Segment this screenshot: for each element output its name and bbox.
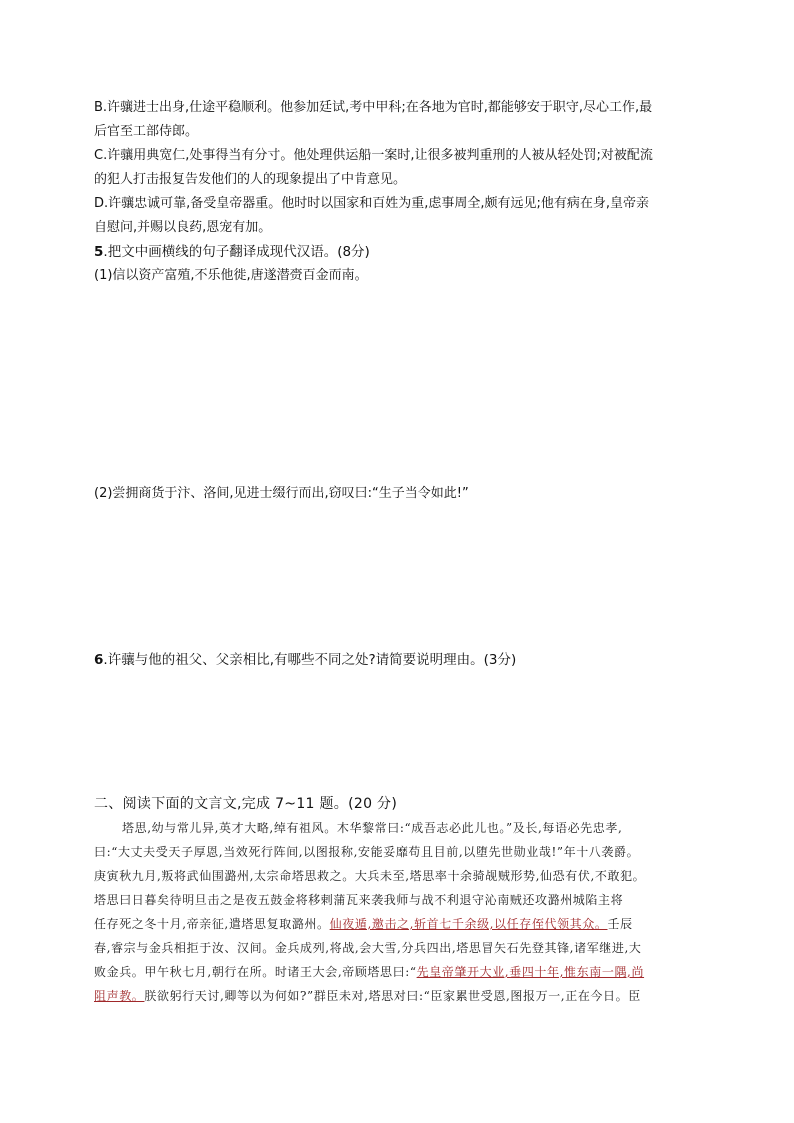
question-6-number: 6	[94, 652, 104, 668]
passage-text: 塔思曰日暮矣待明旦击之是夜五鼓金将移剌蒲瓦来袭我师与战不利退守沁南贼还攻潞州城陷主将	[94, 893, 624, 907]
question-6	[94, 651, 516, 669]
passage-text: 任存死之冬十月,帝亲征,遣塔思复取潞州。	[94, 917, 330, 931]
underlined-sentence-1: 仙夜遁,邀击之,斩首七千余级,以任存侄代领其众。	[329, 917, 608, 931]
passage-row	[94, 888, 700, 912]
passage-text: 庚寅秋九月,叛将武仙围潞州,太宗命塔思救之。大兵未至,塔思率十余骑觇贼形势,仙恐有伏,不敢犯。	[94, 869, 646, 883]
underlined-sentence-2: 先皇帝肇开大业,垂四十年,惟东南一隅,尚	[416, 965, 645, 979]
option-d-line-2: 自慰问,并赐以良药,恩宠有加。	[94, 220, 272, 235]
passage-text: 曰:“大丈夫受天子厚恩,当效死行阵间,以图报称,安能妥靡苟且目前,以堕先世勋业哉!”年十八袭爵。	[94, 845, 640, 859]
passage-row	[94, 936, 700, 960]
option-c-line-1: C.许骧用典宽仁,处事得当有分寸。他处理供运船一案时,让很多被判重刑的人被从轻处罚;对被配流	[94, 148, 653, 163]
question-6-text: .许骧与他的祖父、父亲相比,有哪些不同之处?请简要说明理由。(3分)	[103, 652, 517, 668]
option-b-line-1: B.许骧进士出身,仕途平稳顺利。他参加廷试,考中甲科;在各地为官时,都能够安于职守,尽心工作,最	[94, 100, 653, 115]
passage-row	[94, 960, 700, 984]
passage-row	[94, 984, 700, 1008]
passage-row	[94, 864, 700, 888]
question-5-sub-1: (1)信以资产富殖,不乐他徙,唐遂潜赍百金而南。	[94, 268, 368, 283]
passage-row	[94, 840, 700, 864]
passage-text: 败金兵。甲午秋七月,朝行在所。时诸王大会,帝顾塔思曰:“	[94, 965, 417, 979]
option-b-line-2: 后官至工部侍郎。	[94, 124, 199, 139]
option-d-line-1: D.许骧忠诚可靠,备受皇帝器重。他时时以国家和百姓为重,虑事周全,颇有远见;他有病在身,皇帝亲	[94, 196, 650, 211]
passage-text: 春,睿宗与金兵相拒于汝、汉间。金兵成列,将战,会大雪,分兵四出,塔思冒矢石先登其锋,诸军继进,大	[94, 941, 642, 955]
section-2-title: 二、阅读下面的文言文,完成 7~11 题。(20 分)	[94, 796, 398, 812]
passage-text: 朕欲躬行天讨,卿等以为何如?”群臣未对,塔思对曰:“臣家累世受恩,图报万一,正在今日。臣	[144, 989, 641, 1003]
question-5-sub-2: (2)尝拥商货于汴、洛间,见进士缀行而出,窃叹曰:“生子当令如此!”	[94, 486, 469, 501]
question-5	[94, 243, 370, 261]
passage-row	[94, 816, 700, 840]
option-c-line-2: 的犯人打击报复告发他们的人的现象提出了中肯意见。	[94, 172, 407, 187]
passage-text: 塔思,幼与常儿异,英才大略,绰有祖风。木华黎常曰:“成吾志必此儿也。”及长,每语必先忠孝,	[122, 821, 623, 835]
question-5-text: .把文中画横线的句子翻译成现代汉语。(8分)	[103, 244, 370, 260]
passage-row	[94, 912, 700, 936]
classical-passage	[94, 816, 700, 1008]
underlined-sentence-2-cont: 阻声教。	[94, 989, 145, 1003]
question-5-number: 5	[94, 244, 104, 260]
passage-text: 壬辰	[607, 917, 633, 931]
